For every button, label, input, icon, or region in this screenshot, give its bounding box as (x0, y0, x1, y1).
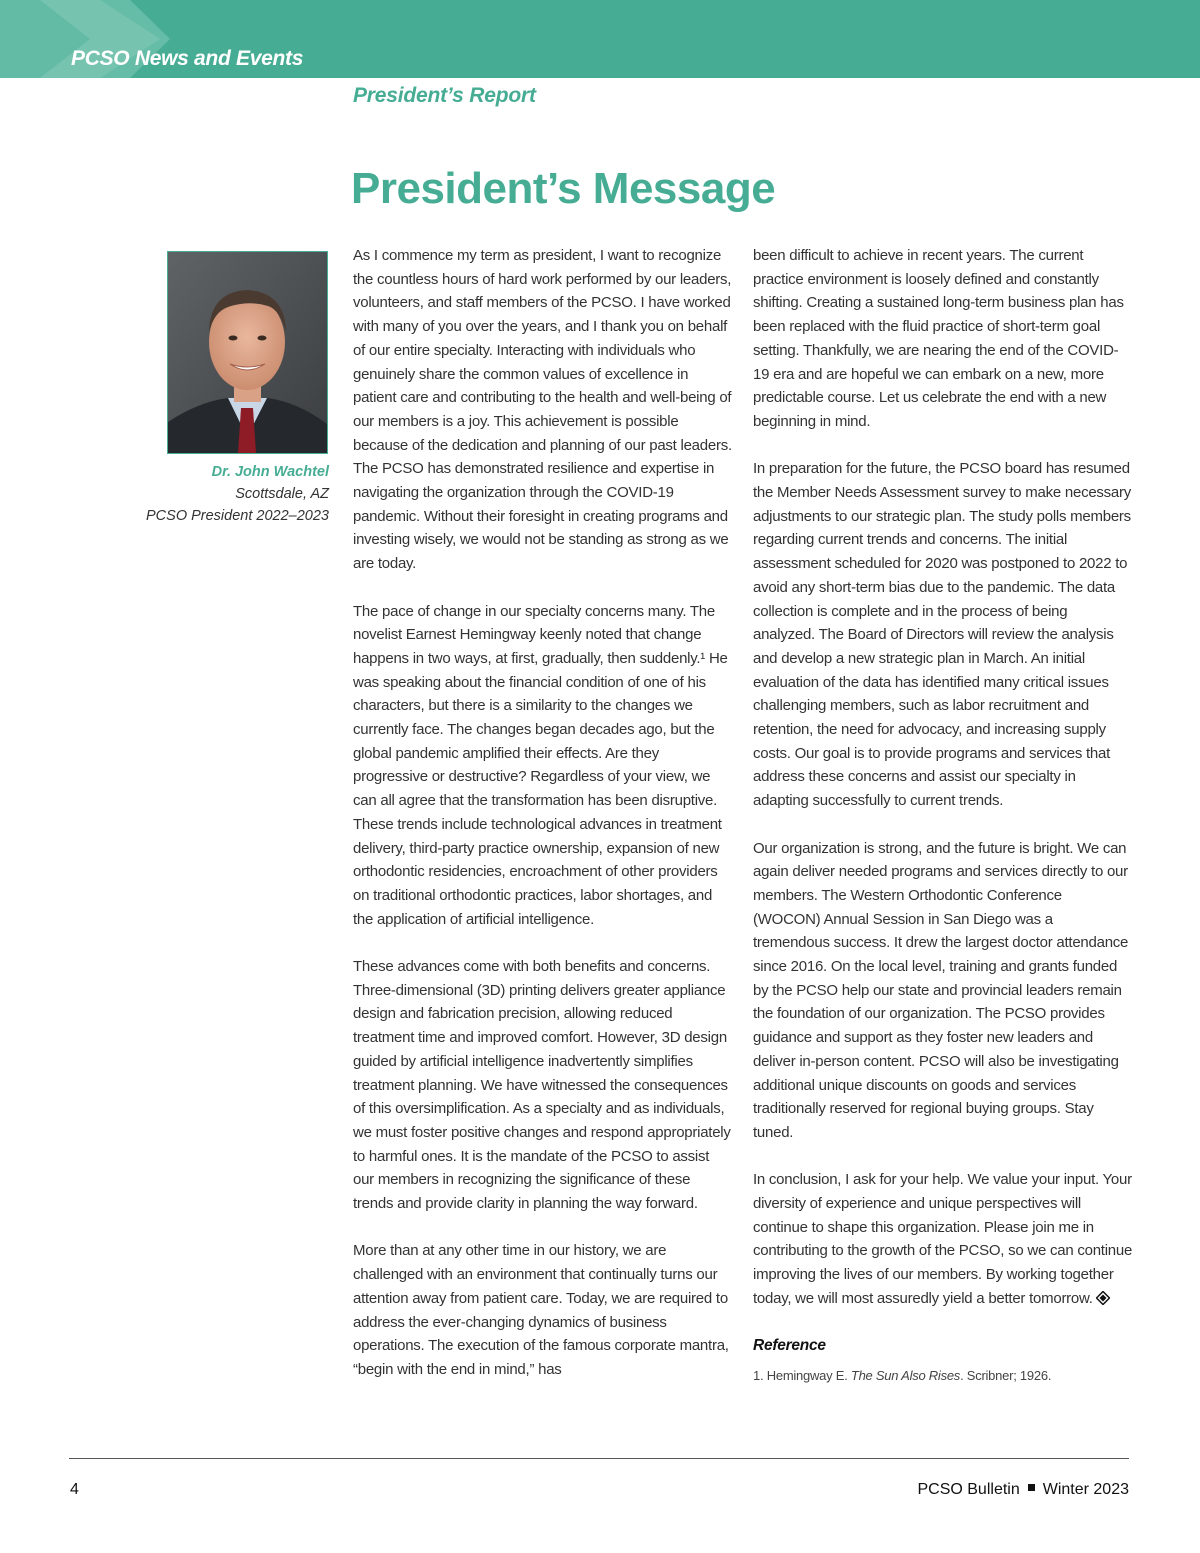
footer-publication (917, 1481, 1129, 1499)
publication-name: PCSO Bulletin (917, 1481, 1020, 1498)
report-label: President’s Report (353, 84, 536, 107)
section-label: PCSO News and Events (71, 47, 304, 70)
paragraph: More than at any other time in our history, we are challenged with an environment that continually turns our attention away from patient care. Today, we are required to address the ever-changing dynamics of business operations. The execution of the famous corporate mantra, “begin with the end in mind,” has (353, 1242, 729, 1378)
paragraph-continued: been difficult to achieve in recent years. The current practice environment is loosely defined and constantly shifting. Creating a sustained long-term business plan has been replaced with the fluid practice of short-term goal setting. Thankfully, we are nearing the end of the COVID-19 era and are hopeful we can embark on a new, more predictable course. Let us celebrate the end with a new beginning in mind. (753, 247, 1124, 430)
closing-paragraph (753, 1168, 1133, 1310)
paragraph: As I commence my term as president, I want to recognize the countless hours of hard work performed by our leaders, volunteers, and staff members of the PCSO. I have worked with many of you over the years, and I thank you on behalf of our entire specialty. Interacting with individuals who genuinely share the common values of excellence in patient care and contributing to the health and well-being of our members is a joy. This achievement is possible because of the dedication and planning of our past leaders. The PCSO has demonstrated resilience and expertise in navigating the organization through the COVID-19 pandemic. Without their foresight in creating programs and investing wisely, we would not be standing as strong as we are today. (353, 247, 732, 573)
header-band (0, 0, 1200, 78)
closing-paragraph-text: In conclusion, I ask for your help. We value your input. Your diversity of experience and unique perspectives will continue to shape this organization. Please join me in contributing to the growth of the PCSO, so we can continue improving the lives of our members. By working together today, we will most assuredly yield a better tomorrow. (753, 1171, 1133, 1307)
issue-name: Winter 2023 (1042, 1481, 1129, 1498)
paragraph: Our organization is strong, and the future is bright. We can again deliver needed programs and services directly to our members. The Western Orthodontic Conference (WOCON) Annual Session in San Diego was a tremendous success. It drew the largest doctor attendance since 2016. On the local level, training and grants funded by the PCSO help our state and provincial leaders remain the foundation of our organization. The PCSO provides guidance and support as they foster new leaders and deliver in-person content. PCSO will also be investigating additional unique discounts on goods and services traditionally reserved for regional buying groups. Stay tuned. (753, 839, 1129, 1141)
paragraph: These advances come with both benefits and concerns. Three-dimensional (3D) printing delivers greater appliance design and fabrication precision, allowing reduced treatment time and improved comfort. However, 3D design guided by artificial intelligence inadvertently simplifies treatment planning. We have witnessed the consequences of this oversimplification. As a specialty and as individuals, we must foster positive changes and respond appropriately to harmful ones. It is the mandate of the PCSO to assist our members in recognizing the significance of these trends and provide clarity in planning the way forward. (353, 958, 731, 1213)
separator-square-icon (1028, 1484, 1035, 1491)
body-column-right (753, 244, 1133, 1388)
reference-author: 1. Hemingway E. (753, 1367, 851, 1383)
reference-heading: Reference (753, 1337, 826, 1355)
president-photo (167, 251, 328, 454)
paragraph: In preparation for the future, the PCSO board has resumed the Member Needs Assessment survey to make necessary adjustments to our strategic plan. The study polls members regarding current trends and concerns. The initial assessment scheduled for 2020 was postponed to 2022 to avoid any short-term bias due to the pandemic. The data collection is complete and in the process of being analyzed. The Board of Directors will review the analysis and develop a new strategic plan in March. An initial evaluation of the data has identified many critical issues challenging members, such as labor recruitment and retention, the need for advocacy, and increasing supply costs. Our goal is to provide programs and services that address these concerns and assist our specialty in adapting successfully to current trends. (753, 460, 1131, 810)
page-title: President’s Message (351, 164, 776, 213)
body-column-left (353, 244, 733, 1405)
photo-caption (110, 461, 329, 527)
page-number: 4 (70, 1481, 79, 1498)
caption-location: Scottsdale, AZ (235, 486, 329, 502)
end-mark-icon (1096, 1291, 1110, 1305)
caption-name: Dr. John Wachtel (211, 464, 329, 480)
reference-item (753, 1364, 1133, 1388)
reference-publisher: . Scribner; 1926. (960, 1367, 1052, 1383)
reference-title: The Sun Also Rises (850, 1367, 961, 1383)
paragraph: The pace of change in our specialty concerns many. The novelist Earnest Hemingway keenly noted that change happens in two ways, at first, gradually, then suddenly.¹ He was speaking about the financial condition of one of his characters, but there is a similarity to the changes we currently face. The changes began decades ago, but the global pandemic amplified their effects. Are they progressive or destructive? Regardless of your view, we can all agree that the transformation has been disruptive. These trends include technological advances in treatment delivery, third-party practice ownership, expansion of new orthodontic residencies, encroachment of other providers on traditional orthodontic practices, labor shortages, and the application of artificial intelligence. (353, 602, 728, 928)
footer-rule (69, 1458, 1129, 1459)
caption-role: PCSO President 2022–2023 (146, 508, 329, 524)
portrait-image (168, 252, 327, 453)
